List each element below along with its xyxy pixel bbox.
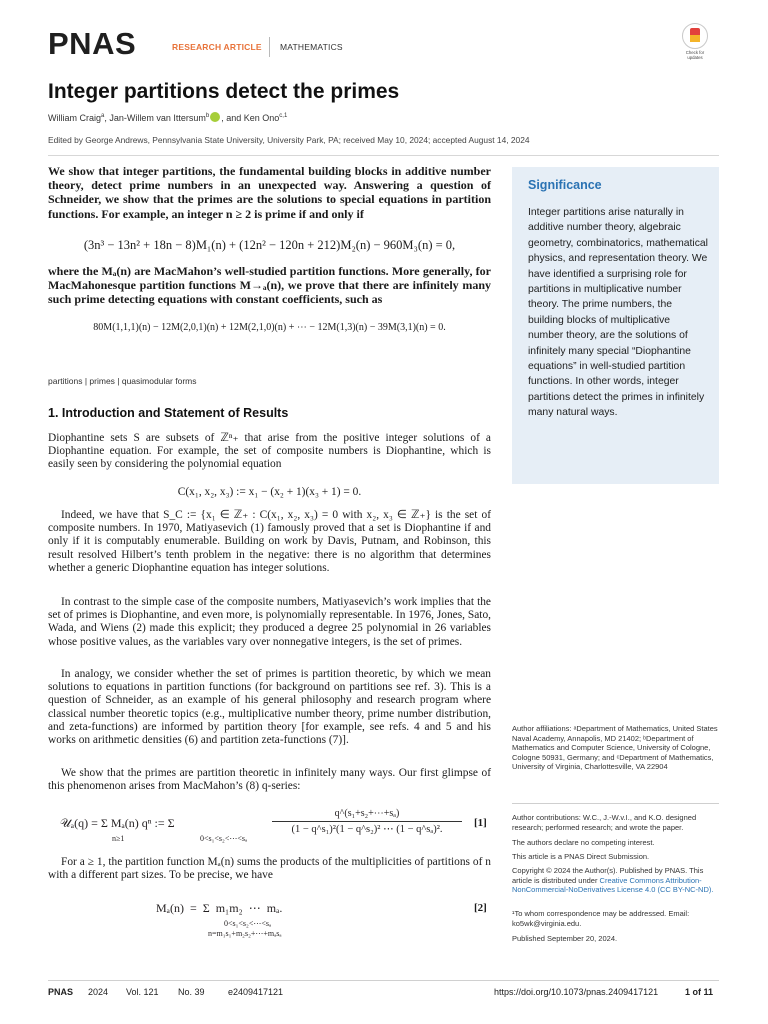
divider (48, 155, 719, 156)
copyright-text: Copyright © 2024 the Author(s). Published by PNAS. This article is distributed under (512, 866, 704, 885)
body-paragraph-2: Indeed, we have that S_C := {x₁ ∈ ℤ₊ : C(x₁, x₂, x₃) = 0 with x₂, x₃ ∈ ℤ₊} is the set of composite numbers. In 1970, Matiyasevich (1) famously proved that a set is Diophantine if and only if it is computably enumerable. Building on work by Davis, Putnam, and Robinson, this result resolved Hilbert’s tenth problem in the negative: there is no algorithm that determines whether a generic Diophantine equation has integer solutions. (48, 509, 491, 574)
check-for-updates-button[interactable] (682, 23, 708, 60)
equation-2-label[interactable]: [2] (474, 902, 487, 914)
abstract-paragraph-2: where the Mₐ(n) are MacMahon’s well-studied partition functions. More generally, for MacMahonesque partition functions M→ₐ(n), we prove that there are infinitely many such prime detecting equations with constant coefficients, such as (48, 264, 491, 307)
keywords: partitions | primes | quasimodular forms (48, 376, 197, 386)
author-van-ittersum[interactable]: , Jan-Willem van Ittersum (104, 113, 206, 123)
equation-1-label[interactable]: [1] (474, 817, 487, 829)
abstract-equation-1: (3n³ − 13n² + 18n − 8)M₁(n) + (12n² − 120n + 212)M₂(n) − 960M₃(n) = 0, (83, 238, 456, 252)
affiliation-marker: c,1 (279, 113, 288, 119)
subject-label[interactable]: MATHEMATICS (280, 42, 343, 52)
pnas-logo[interactable]: PNAS (48, 26, 137, 61)
published-date: Published September 20, 2024. (512, 934, 618, 943)
bookmark-icon (682, 23, 708, 49)
header-divider (269, 37, 270, 57)
significance-text: Integer partitions arise naturally in additive number theory, algebraic geometry, combinatorics, mathematical physics, and representation theory. We have identified a surprising role for partitions in multiplicative number theory. The prime numbers, the building blocks of multiplicative number theory, are the solutions of infinitely many special “Diophantine equations” in well-studied partition functions. In other words, integer partitions detect the primes in infinitely many natural ways. (528, 207, 708, 419)
footer-year: 2024 (88, 987, 109, 997)
body-paragraph-6: For a ≥ 1, the partition function Mₐ(n) sums the products of the multiplicities of partitions of n with a different part sizes. To be precise, we have (48, 856, 491, 882)
fraction-bar (272, 821, 462, 822)
significance-title: Significance (528, 178, 602, 192)
footer-journal: PNAS (48, 987, 74, 997)
author-list (48, 112, 287, 123)
check-for-updates-label: Check for updates (685, 50, 705, 60)
author-affiliations: Author affiliations: ᵃDepartment of Mathematics, United States Naval Academy, Annapolis, MD 21402; ᵇDepartment of Mathematics and Computer Science, University of Cologne, Cologne 50931, Germany; and ᶜDepartment of Mathematics, University of Virginia, Charlottesville, VA 22904 (512, 724, 718, 772)
correspondence-note: ¹To whom correspondence may be addressed. Email: ko5wk@virginia.edu. (512, 909, 690, 928)
equation-1-subscript: n≥1 (112, 834, 125, 843)
equation-2: Mₐ(n) = Σ m₁m₂ ⋯ mₐ. (156, 901, 283, 915)
body-paragraph-4: In analogy, we consider whether the set of primes is partition theoretic, by which we mean solutions to equations in partition functions (for background on partitions see ref. 3). This is a question of Schneider, as an example of his general philosophy and research program where classical number theoretic topics (e.g., multiplicative number theory, prime number distribution, and zeta-functions) are informed by partition theory [for example, see refs. 4 and 5 and his works on arithmetic densities (6) and partition zeta-functions (7)]. (48, 668, 491, 747)
equation-2-subscript: n=m₁s₁+m₂s₂+⋯+mₐsₐ (208, 929, 282, 938)
body-paragraph-5: We show that the primes are partition theoretic in infinitely many ways. Our first glimpse of this phenomenon arises from MacMahon’s (8) q-series: (48, 767, 491, 793)
author-contributions: Author contributions: W.C., J.-W.v.I., and K.O. designed research; performed research; and wrote the paper. (512, 813, 697, 832)
equation-1-subscript: 0<s₁<s₂<⋯<sₐ (200, 834, 248, 843)
footer-eid: e2409417121 (228, 987, 284, 997)
submission-note: This article is a PNAS Direct Submission. (512, 852, 650, 861)
article-title: Integer partitions detect the primes (48, 80, 400, 103)
body-paragraph-1: Diophantine sets S are subsets of ℤⁿ₊ that arise from the positive integer solutions of a Diophantine equation. For example, the set of composite numbers is Diophantine, which is easily seen by considering the polynomial equation (48, 432, 491, 471)
competing-interest: The authors declare no competing interest. (512, 838, 655, 847)
equation-composite: C(x₁, x₂, x₃) := x₁ − (x₂ + 1)(x₃ + 1) = 0. (177, 486, 362, 498)
footer-doi-link[interactable]: https://doi.org/10.1073/pnas.2409417121 (494, 987, 659, 997)
abstract-equation-2: 80M(1,1,1)(n) − 12M(2,0,1)(n) + 12M(2,1,0)(n) + ⋯ − 12M(1,3)(n) − 39M(3,1)(n) = 0. (93, 322, 446, 333)
equation-1-lhs: 𝒰ₐ(q) = Σ Mₐ(n) qⁿ := Σ (60, 816, 175, 830)
affiliation-marker: b (205, 113, 210, 119)
equation-1-numerator: q^(s₁+s₂+⋯+sₐ) (334, 808, 400, 819)
body-paragraph-3: In contrast to the simple case of the composite numbers, Matiyasevich’s work implies that the set of primes is Diophantine, and even more, is polynomially representable. In 1976, Jones, Sato, Wada, and Wiens (2) made this explicit; they produced a degree 25 polynomial in 26 variables whose positive values, as the variables vary over nonnegative integers, is the set of primes. (48, 596, 491, 648)
divider (512, 803, 719, 804)
section-heading: 1. Introduction and Statement of Results (48, 406, 289, 420)
editorial-info: Edited by George Andrews, Pennsylvania State University, University Park, PA; received May 10, 2024; accepted August 14, 2024 (48, 135, 530, 145)
author-craig[interactable]: William Craig (48, 113, 102, 123)
footer-volume: Vol. 121 (126, 987, 159, 997)
footer-issue: No. 39 (178, 987, 205, 997)
article-type-label: RESEARCH ARTICLE (172, 42, 262, 52)
abstract-paragraph-1: We show that integer partitions, the fundamental building blocks in additive number theory, detect prime numbers in an unexpected way. Answering a question of Schneider, we show that the primes are the solutions to special equations in partition functions. For example, an integer n ≥ 2 is prime if and only if (48, 164, 491, 221)
footer-divider (48, 980, 719, 981)
footer-page-number: 1 of 11 (685, 987, 714, 997)
equation-1-denominator: (1 − q^s₁)²(1 − q^s₂)² ⋯ (1 − q^sₐ)². (291, 824, 443, 835)
license-link[interactable]: Creative Commons Attribution-NonCommercial-NoDerivatives License 4.0 (CC BY-NC-ND). (512, 875, 714, 895)
author-ono[interactable]: , and Ken Ono (221, 113, 280, 123)
orcid-icon[interactable] (210, 112, 220, 122)
equation-2-subscript: 0<s₁<s₂<⋯<sₐ (224, 919, 272, 928)
affiliation-marker: a (101, 113, 105, 119)
copyright-note (512, 866, 719, 895)
